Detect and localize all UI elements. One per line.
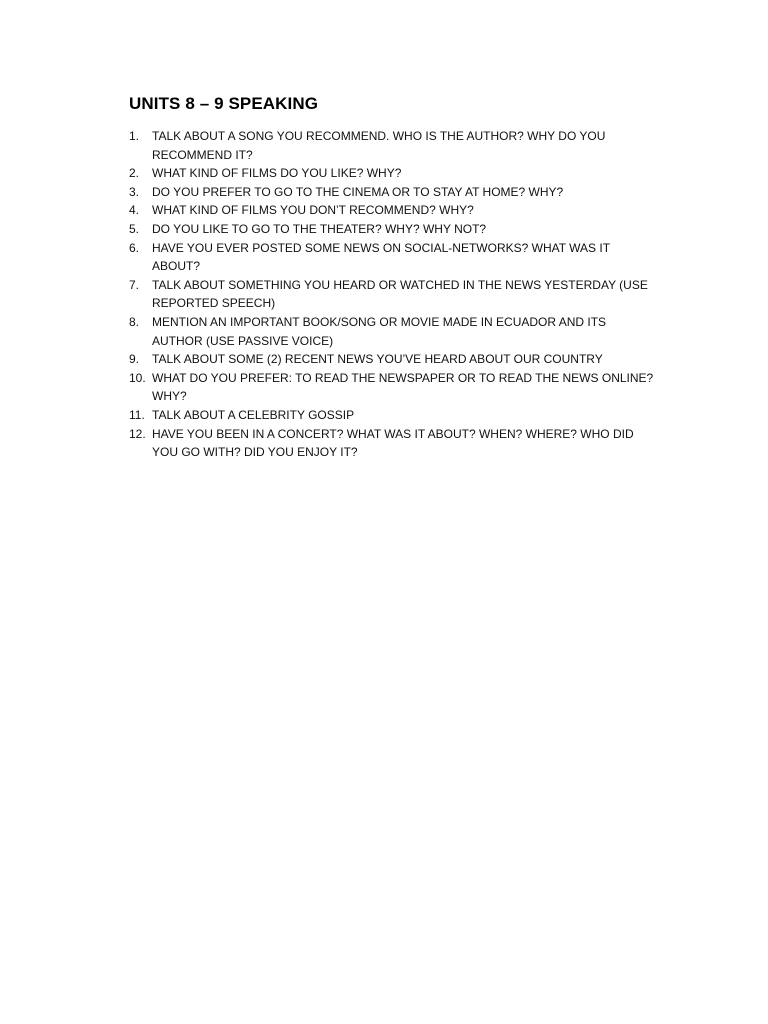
question-item-8 bbox=[129, 313, 659, 350]
question-text: WHAT DO YOU PREFER: TO READ THE NEWSPAPER OR TO READ THE NEWS ONLINE? WHY? bbox=[152, 370, 654, 404]
question-number: 10. bbox=[129, 370, 146, 385]
question-text: WHAT KIND OF FILMS DO YOU LIKE? WHY? bbox=[152, 166, 402, 181]
question-number: 8. bbox=[129, 314, 140, 329]
question-list bbox=[129, 127, 659, 462]
question-number: 1. bbox=[129, 129, 140, 143]
question-item-1 bbox=[129, 127, 659, 164]
question-number: 2. bbox=[129, 166, 140, 181]
question-number: 5. bbox=[129, 221, 140, 236]
question-number: 7. bbox=[129, 277, 140, 292]
question-text: HAVE YOU BEEN IN A CONCERT? WHAT WAS IT ABOUT? WHEN? WHERE? WHO DID YOU GO WITH? DID YOU ENJOY IT? bbox=[152, 426, 634, 460]
question-number: 3. bbox=[129, 184, 140, 199]
question-text: TALK ABOUT SOME (2) RECENT NEWS YOU’VE HEARD ABOUT OUR COUNTRY bbox=[152, 352, 603, 367]
question-item-6 bbox=[129, 239, 659, 276]
question-item-10 bbox=[129, 369, 659, 406]
question-item-2 bbox=[129, 164, 659, 183]
question-text: MENTION AN IMPORTANT BOOK/SONG OR MOVIE MADE IN ECUADOR AND ITS AUTHOR (USE PASSIVE VOICE) bbox=[152, 314, 607, 348]
question-number: 12. bbox=[129, 426, 146, 441]
question-item-5 bbox=[129, 220, 659, 239]
question-text: HAVE YOU EVER POSTED SOME NEWS ON SOCIAL-NETWORKS? WHAT WAS IT ABOUT? bbox=[152, 240, 610, 274]
document-title: UNITS 8 – 9 SPEAKING bbox=[129, 94, 319, 113]
question-number: 6. bbox=[129, 240, 140, 255]
question-text: DO YOU LIKE TO GO TO THE THEATER? WHY? WHY NOT? bbox=[152, 221, 487, 236]
question-item-11 bbox=[129, 406, 659, 425]
question-item-4 bbox=[129, 201, 659, 220]
question-item-12 bbox=[129, 425, 659, 462]
question-number: 9. bbox=[129, 352, 140, 367]
question-text: TALK ABOUT A CELEBRITY GOSSIP bbox=[152, 407, 355, 422]
question-text: TALK ABOUT A SONG YOU RECOMMEND. WHO IS THE AUTHOR? WHY DO YOU RECOMMEND IT? bbox=[152, 129, 606, 162]
question-number: 11. bbox=[129, 407, 145, 422]
question-text: TALK ABOUT SOMETHING YOU HEARD OR WATCHED IN THE NEWS YESTERDAY (USE REPORTED SPEECH) bbox=[152, 277, 648, 311]
question-text: DO YOU PREFER TO GO TO THE CINEMA OR TO STAY AT HOME? WHY? bbox=[152, 184, 564, 199]
question-item-9 bbox=[129, 350, 659, 369]
question-text: WHAT KIND OF FILMS YOU DON’T RECOMMEND? WHY? bbox=[152, 203, 474, 218]
question-item-7 bbox=[129, 276, 659, 313]
document-content bbox=[129, 92, 659, 462]
question-item-3 bbox=[129, 183, 659, 202]
question-number: 4. bbox=[129, 203, 140, 218]
